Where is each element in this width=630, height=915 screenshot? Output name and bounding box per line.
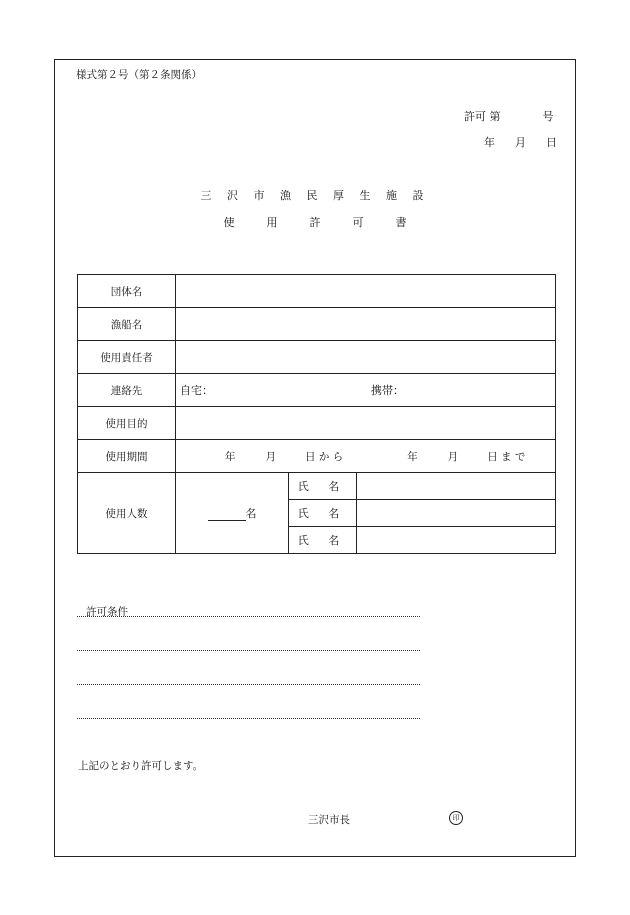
name-field-2[interactable] [357,500,556,527]
persons-label: 使用人数 [78,473,176,554]
purpose-field[interactable] [176,407,556,440]
condition-line[interactable] [77,616,420,617]
table-row [78,473,556,500]
name-label-3: 氏 名 [289,527,357,554]
form-number: 様式第２号（第２条関係） [76,69,202,81]
name-field-3[interactable] [357,527,556,554]
responsible-label: 使用責任者 [78,341,176,374]
permit-suffix: 号 [542,110,554,123]
period-label: 使用期間 [78,440,176,473]
name-field-1[interactable] [357,473,556,500]
condition-line[interactable] [77,718,420,719]
group-name-label: 団体名 [78,275,176,308]
issue-year: 年 [484,136,495,149]
permit-number-line [464,108,554,124]
issue-date-line [484,134,557,150]
period-month-end: 月 [447,450,459,463]
table-row [78,275,556,308]
period-month-start: 月 [265,450,276,463]
mayor-title: 三沢市長 [308,814,350,826]
title-char: 許 [309,216,321,229]
table-row [78,308,556,341]
permit-prefix: 許可 第 [464,110,501,123]
condition-line[interactable] [77,684,420,685]
period-day-to: 日 ま で [487,450,526,463]
period-year-end: 年 [407,450,418,463]
persons-unit: 名 [245,507,257,520]
issue-month: 月 [515,136,526,149]
title-char: 用 [266,216,278,229]
persons-field[interactable] [176,473,289,554]
period-day-from: 日 か ら [305,450,344,463]
boat-name-field[interactable] [176,308,556,341]
table-row [78,407,556,440]
table-row [78,374,556,407]
condition-line[interactable] [77,650,420,651]
title-char: 可 [352,216,364,229]
period-year-start: 年 [225,450,236,463]
period-field[interactable] [176,440,556,473]
contact-field[interactable] [176,374,556,407]
seal-icon: 印 [449,811,463,825]
title-facility: 三 沢 市 漁 民 厚 生 施 設 [200,189,430,202]
contact-label: 連絡先 [78,374,176,407]
name-label-2: 氏 名 [289,500,357,527]
title-document [0,214,630,230]
approval-text: 上記のとおり許可します。 [78,760,204,772]
title-char: 書 [395,216,407,229]
home-label: 自宅： [180,384,213,397]
purpose-label: 使用目的 [78,407,176,440]
conditions-label: 許可条件 [86,606,128,618]
table-row [78,440,556,473]
boat-name-label: 漁船名 [78,308,176,341]
application-table [77,274,556,554]
issue-day: 日 [546,136,557,149]
name-label-1: 氏 名 [289,473,357,500]
persons-blank[interactable] [208,508,246,521]
title-char: 使 [223,216,235,229]
group-name-field[interactable] [176,275,556,308]
responsible-field[interactable] [176,341,556,374]
table-row [78,341,556,374]
mobile-label: 携帯： [371,384,404,397]
